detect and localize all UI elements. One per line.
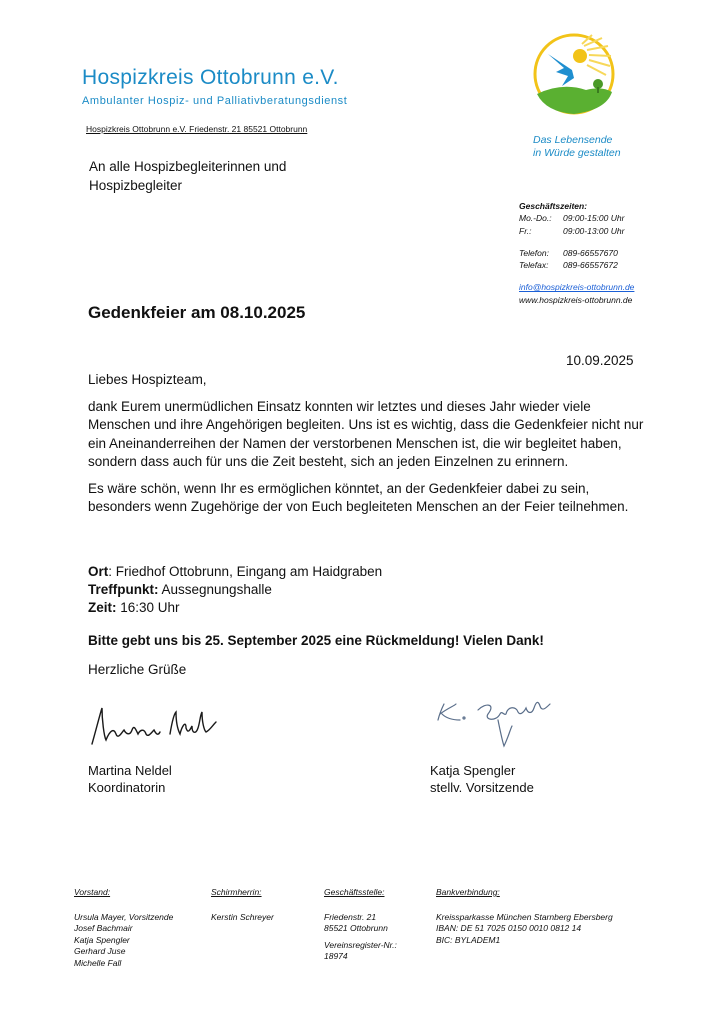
organization-name: Hospizkreis Ottobrunn e.V. (82, 66, 339, 89)
motto (533, 134, 621, 160)
footer-line: Vereinsregister-Nr.: (324, 939, 397, 950)
footer-line: Gerhard Juse (74, 946, 126, 956)
recipient-line: An alle Hospizbegleiterinnen und (89, 159, 287, 174)
footer-board (74, 887, 173, 969)
footer-line: BIC: BYLADEM1 (436, 934, 501, 945)
footer-heading: Vorstand: (74, 887, 111, 897)
hours-row: Mo.-Do.: 09:00-15:00 Uhr (519, 213, 625, 224)
signature-katja-spengler (430, 686, 570, 757)
dove-sun-logo-icon (532, 32, 616, 116)
organization-subtitle: Ambulanter Hospiz- und Palliativberatungsdienst (82, 95, 348, 107)
footer-line: Michelle Fall (74, 957, 122, 968)
logo (532, 32, 616, 121)
hours-title: Geschäftszeiten: (519, 201, 588, 211)
contact-block (519, 200, 634, 306)
footer-heading: Schirmherrin: (211, 887, 262, 897)
paragraph: Es wäre schön, wenn Ihr es ermöglichen könntet, an der Gedenkfeier dabei zu sein, besonders wenn Zugehörige der von Euch begleiteten Menschen an der Feier teilnehmen. (88, 481, 629, 515)
time-row: Zeit: 16:30 Uhr (88, 600, 180, 616)
website-link[interactable]: www.hospizkreis-ottobrunn.de (519, 294, 633, 305)
event-details (88, 563, 382, 618)
fax-row: Telefax: 089-66557672 (519, 260, 618, 271)
closing: Herzliche Grüße (88, 662, 187, 677)
footer-line: 85521 Ottobrunn (324, 923, 388, 933)
letter-subject: Gedenkfeier am 08.10.2025 (88, 303, 306, 322)
signer-role: stellv. Vorsitzende (430, 780, 534, 795)
signer-name: Martina Neldel (88, 763, 172, 778)
signature-martina-neldel (86, 700, 226, 755)
signer-block (88, 762, 172, 796)
motto-line: in Würde gestalten (533, 147, 621, 159)
footer-line: Kreissparkasse München Starnberg Ebersberg (436, 911, 613, 922)
letter-body (88, 371, 648, 525)
location-row: Ort: Friedhof Ottobrunn, Eingang am Haidgraben (88, 564, 383, 579)
footer-bank (436, 887, 613, 946)
footer-line: Friedenstr. 21 (324, 911, 377, 922)
reply-request: Bitte gebt uns bis 25. September 2025 eine Rückmeldung! Vielen Dank! (88, 633, 544, 648)
footer-heading: Bankverbindung: (436, 887, 500, 897)
sender-address-line: Hospizkreis Ottobrunn e.V. Friedenstr. 21 85521 Ottobrunn (86, 124, 308, 134)
hours-row: Fr.: 09:00-13:00 Uhr (519, 225, 625, 236)
footer-line: IBAN: DE 51 7025 0150 0010 0812 14 (436, 923, 582, 933)
footer-line: Katja Spengler (74, 934, 130, 945)
footer-line: Ursula Mayer, Vorsitzende (74, 911, 174, 922)
signer-role: Koordinatorin (88, 780, 166, 795)
email-link[interactable]: info@hospizkreis-ottobrunn.de (519, 282, 635, 293)
footer-heading: Geschäftsstelle: (324, 887, 385, 897)
footer-office (324, 887, 397, 963)
footer-patron (211, 887, 274, 923)
meeting-point-row: Treffpunkt: Aussegnungshalle (88, 582, 272, 598)
phone-row: Telefon: 089-66557670 (519, 247, 618, 258)
paragraph: dank Eurem unermüdlichen Einsatz konnten wir letztes und dieses Jahr wieder viele Menschen und ihre Angehörigen begleiten. Uns ist es wichtig, dass die Gedenkfeier nicht nur ein Aneinanderreihen der Namen der verstorbenen Menschen ist, die wir begleitet haben, sondern dass auch für uns die Zeit besteht, sich an jeden Einzelnen zu erinnern. (88, 399, 644, 469)
greeting: Liebes Hospizteam, (88, 372, 207, 387)
footer-line: Kerstin Schreyer (211, 911, 274, 922)
motto-line: Das Lebensende (533, 134, 613, 146)
footer-line: Josef Bachmair (74, 923, 133, 933)
footer-line: 18974 (324, 951, 348, 961)
letter-date: 10.09.2025 (566, 353, 634, 368)
signer-block (430, 762, 534, 796)
signer-name: Katja Spengler (430, 763, 516, 778)
recipient-block (89, 157, 286, 195)
recipient-line: Hospizbegleiter (89, 178, 183, 193)
